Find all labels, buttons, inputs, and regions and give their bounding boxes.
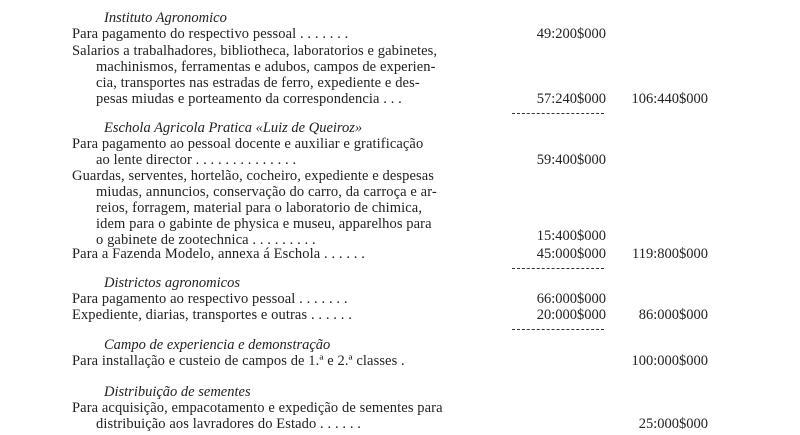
document-line: miudas, annuncios, conservação do carro, da carroça e ar- [96, 184, 437, 200]
document-line: Para pagamento ao pessoal docente e auxiliar e gratificação [72, 136, 424, 152]
document-line: Para installação e custeio de campos de 1.ª e 2.ª classes . [72, 353, 405, 369]
amount-value: 15:400$000 [536, 228, 606, 244]
section-total-value: 119:800$000 [632, 246, 708, 262]
section-heading: Instituto Agronomico [104, 10, 227, 26]
document-line: Para acquisição, empacotamento e expedição de sementes para [72, 400, 443, 416]
section-heading: Eschola Agricola Pratica «Luiz de Queiroz» [104, 120, 363, 136]
document-line: distribuição aos lavradores do Estado . . . . . . [96, 416, 362, 432]
amount-value: 66:000$000 [536, 291, 606, 307]
document-line: machinismos, ferramentas e adubos, campos de experien- [96, 59, 436, 75]
document-line: Para pagamento ao respectivo pessoal . . . . . . . [72, 291, 348, 307]
subtotal-rule [512, 268, 604, 269]
document-line: Salarios a trabalhadores, bibliotheca, laboratorios e gabinetes, [72, 43, 438, 59]
amount-value: 57:240$000 [536, 91, 606, 107]
section-total-value: 25:000$000 [638, 416, 708, 432]
subtotal-rule [512, 329, 604, 330]
document-line: o gabinete de zootechnica . . . . . . . . . [96, 232, 316, 248]
section-heading: Campo de experiencia e demonstração [104, 337, 331, 353]
subtotal-rule [512, 113, 604, 114]
document-line: reios, forragem, material para o laboratorio de chimica, [96, 200, 423, 216]
document-line: pesas miudas e porteamento da correspondencia . . . [96, 91, 402, 107]
amount-value: 45:000$000 [536, 246, 606, 262]
document-line: Guardas, serventes, hortelão, cocheiro, expediente e despesas [72, 168, 435, 184]
document-line: Para pagamento do respectivo pessoal . . . . . . . [72, 26, 349, 42]
document-line: Expediente, diarias, transportes e outras . . . . . . [72, 307, 352, 323]
section-total-value: 86:000$000 [638, 307, 708, 323]
amount-value: 49:200$000 [536, 26, 606, 42]
section-total-value: 100:000$000 [631, 353, 708, 369]
section-heading: Distribuição de sementes [104, 384, 251, 400]
amount-value: 20:000$000 [536, 307, 606, 323]
document-line: cia, transportes nas estradas de ferro, expediente e des- [96, 75, 420, 91]
section-total-value: 106:440$000 [631, 91, 708, 107]
document-line: Para a Fazenda Modelo, annexa á Eschola . . . . . . [72, 246, 365, 262]
document-line: ao lente director . . . . . . . . . . . . . . [96, 152, 297, 168]
document-line: idem para o gabinte de physica e museu, apparelhos para [96, 216, 432, 232]
amount-value: 59:400$000 [536, 152, 606, 168]
section-heading: Districtos agronomicos [104, 275, 241, 291]
